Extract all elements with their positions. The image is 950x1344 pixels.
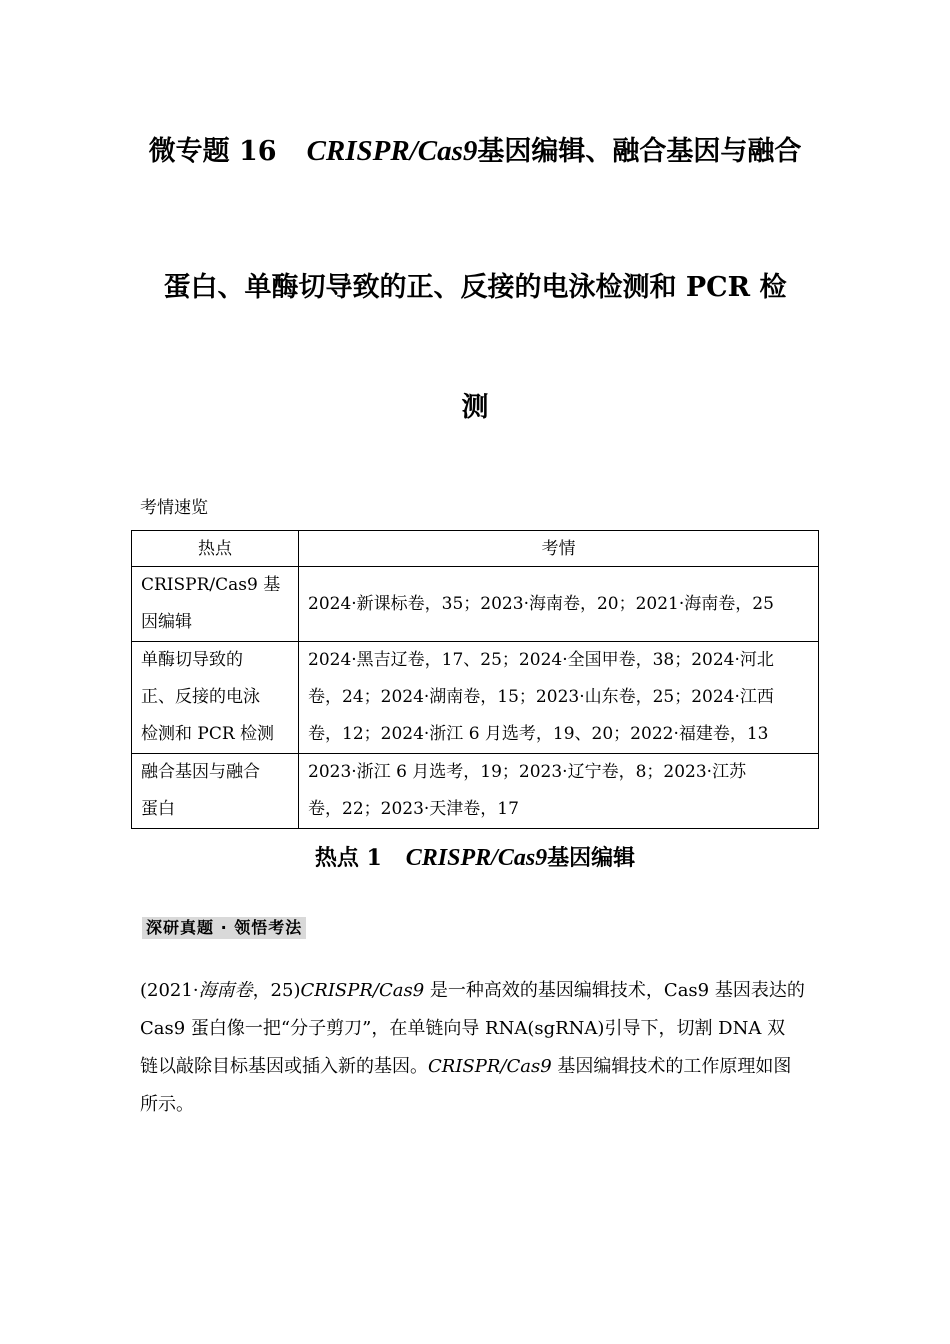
table-row [132,642,819,754]
table-header-row [132,531,819,567]
overview-table [131,530,819,829]
title-prefix: 微专题 16 [148,136,277,167]
header-topic: 热点 [132,531,299,567]
hotspot-prefix: 热点 1 [314,845,382,871]
exam-line: 卷，24；2024·湖南卷，15；2023·山东卷，25；2024·江西 [308,687,774,707]
hotspot-suffix: 基因编辑 [547,845,636,871]
table-row [132,754,819,829]
term-crispr: CRISPR/Cas9 [300,980,425,1001]
exam-cell [299,567,819,642]
topic-cell [132,567,299,642]
table-row [132,567,819,642]
exam-cell [299,754,819,829]
topic-line: 蛋白 [141,799,175,819]
topic-cell [132,642,299,754]
topic-line: 融合基因与融合 [141,762,260,782]
paragraph-text: 基因编辑技术的工作原理如图 [551,1056,792,1077]
exam-line: 2024·新课标卷，35；2023·海南卷，20；2021·海南卷，25 [308,593,774,614]
title-italic-term: CRISPR/Cas9 [306,135,478,167]
hotspot-heading [0,841,950,875]
source-end: ，25) [252,980,301,1001]
paragraph-text: 是一种高效的基因编辑技术，Cas9 基因表达的 [424,980,805,1001]
exam-cell [299,642,819,754]
exam-line: 2024·黑吉辽卷，17、25；2024·全国甲卷，38；2024·河北 [308,650,774,670]
exam-line: 2023·浙江 6 月选考，19；2023·辽宁卷，8；2023·江苏 [308,762,747,782]
paragraph-line: 所示。 [140,1094,194,1115]
exam-line: 卷，22；2023·天津卷，17 [308,799,519,819]
term-crispr: CRISPR/Cas9 [428,1056,552,1077]
overview-label: 考情速览 [140,498,208,518]
topic-line: 正、反接的电泳 [141,687,260,707]
topic-cell [132,754,299,829]
hotspot-italic-term: CRISPR/Cas9 [405,845,548,871]
title-line-3: 测 [461,392,489,423]
topic-line: CRISPR/Cas9 基 [141,575,281,595]
topic-line: 单酶切导致的 [141,650,243,670]
title-line-2: 蛋白、单酶切导致的正、反接的电泳检测和 PCR 检 [163,272,787,303]
exam-line: 卷，12；2024·浙江 6 月选考，19、20；2022·福建卷，13 [308,724,769,744]
header-exam: 考情 [299,531,819,567]
paragraph-line [140,972,812,1010]
paragraph-text: 链以敲除目标基因或插入新的基因。 [140,1056,428,1077]
source-open: (2021· [140,980,199,1001]
source-name: 海南卷 [198,980,253,1001]
title-line-1 [0,133,950,170]
section-tag: 深研真题 · 领悟考法 [142,917,306,939]
topic-line: 检测和 PCR 检测 [141,724,275,744]
paragraph-line [140,1048,812,1086]
title-suffix: 基因编辑、融合基因与融合 [477,136,802,167]
paragraph-line: Cas9 蛋白像一把“分子剪刀”，在单链向导 RNA(sgRNA)引导下，切割 DNA 双 [140,1018,786,1039]
topic-line: 因编辑 [141,612,192,632]
question-paragraph [140,972,812,1124]
